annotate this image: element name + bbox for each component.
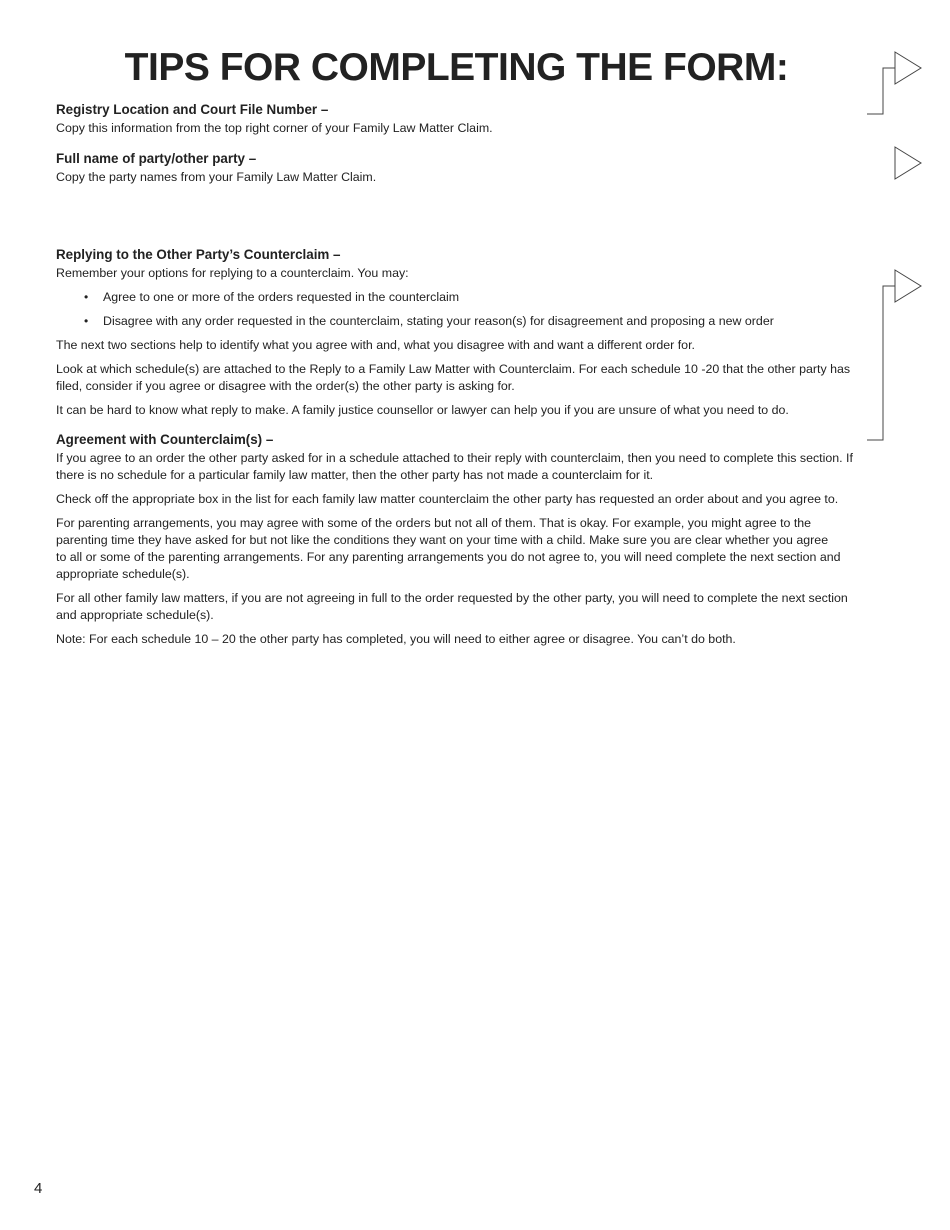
- bullet-icon: •: [84, 314, 89, 328]
- replying-paragraph: It can be hard to know what reply to make. A family justice counsellor or lawyer can help you if you are unsure of what you need to do.: [56, 403, 789, 417]
- agreement-note: Note: For each schedule 10 – 20 the other party has completed, you will need to either agree or disagree. You can’t do both.: [56, 632, 736, 646]
- registry-heading: Registry Location and Court File Number –: [56, 102, 329, 117]
- agreement-paragraph: and appropriate schedule(s).: [56, 608, 214, 622]
- replying-paragraph: The next two sections help to identify what you agree with and, what you disagree with and want a different order for.: [56, 338, 695, 352]
- replying-paragraph: Look at which schedule(s) are attached to the Reply to a Family Law Matter with Counterclaim. For each schedule 10 -20 that the other party has: [56, 362, 851, 376]
- replying-intro: Remember your options for replying to a counterclaim. You may:: [56, 266, 409, 280]
- replying-bullet: Agree to one or more of the orders requested in the counterclaim: [103, 290, 460, 304]
- bullet-icon: •: [84, 290, 89, 304]
- section-markers: [0, 0, 950, 460]
- party-text: Copy the party names from your Family Law Matter Claim.: [56, 170, 377, 184]
- agreement-paragraph: to all or some of the parenting arrangements. For any parenting arrangements you do not agree to, you will need complete the next section and: [56, 550, 841, 564]
- agreement-paragraph: appropriate schedule(s).: [56, 567, 190, 581]
- party-heading: Full name of party/other party –: [56, 151, 257, 166]
- agreement-heading: Agreement with Counterclaim(s) –: [56, 432, 274, 447]
- agreement-paragraph: parenting time they have asked for but not like the conditions they want on your time with a child. Make sure you are clear whether you agree: [56, 533, 829, 547]
- flag-marker-icon: [867, 270, 921, 440]
- page-title: TIPS FOR COMPLETING THE FORM:: [124, 46, 789, 89]
- replying-bullet: Disagree with any order requested in the counterclaim, stating your reason(s) for disagreement and proposing a new order: [103, 314, 774, 328]
- agreement-paragraph: Check off the appropriate box in the list for each family law matter counterclaim the other party has requested an order about and you agree to.: [56, 492, 839, 506]
- agreement-paragraph: For parenting arrangements, you may agree with some of the orders but not all of them. That is okay. For example, you might agree to the: [56, 516, 812, 530]
- replying-paragraph: filed, consider if you agree or disagree with the order(s) the other party is asking for.: [56, 379, 515, 393]
- agreement-paragraph: If you agree to an order the other party asked for in a schedule attached to their reply with counterclaim, then you need to complete this section. If: [56, 451, 853, 465]
- replying-heading: Replying to the Other Party’s Counterclaim –: [56, 247, 341, 262]
- triangle-marker-icon: [895, 147, 921, 179]
- registry-text: Copy this information from the top right corner of your Family Law Matter Claim.: [56, 121, 493, 135]
- agreement-paragraph: For all other family law matters, if you are not agreeing in full to the order requested by the other party, you will need to complete the next section: [56, 591, 848, 605]
- page-number: 4: [34, 1180, 43, 1197]
- flag-marker-icon: [867, 52, 921, 114]
- agreement-paragraph: there is no schedule for a particular family law matter, then the other party has not made a counterclaim for it.: [56, 468, 654, 482]
